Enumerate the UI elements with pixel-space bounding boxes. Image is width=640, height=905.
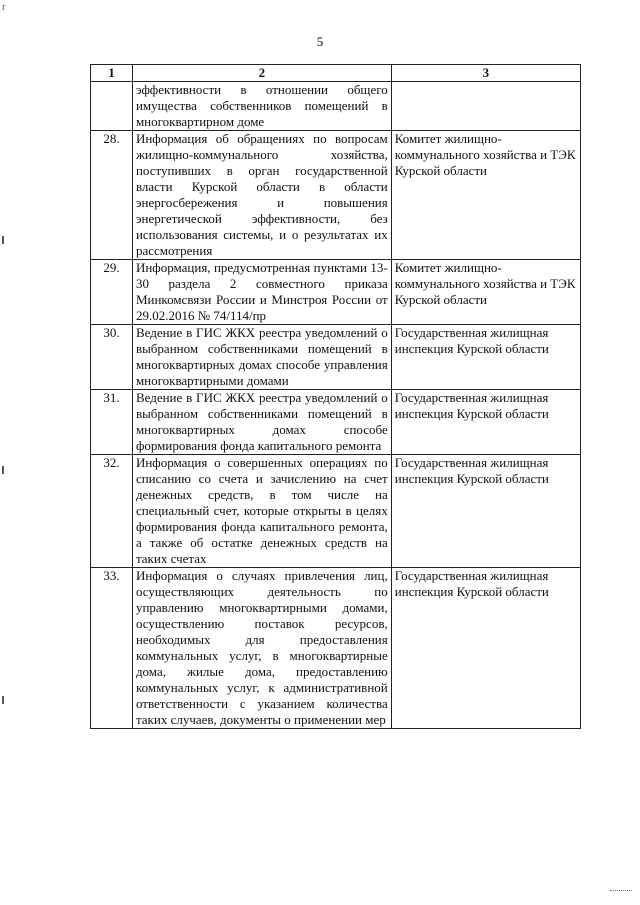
table-row: [91, 568, 581, 729]
table-row: [91, 260, 581, 325]
row-description: Информация о совершенных операциях по списанию со счета и зачислению на счет денежных средств, в том числе на специальный счет, которые открыты в целях формирования фонда капитального ремонта, а также об остатке денежных средств на таких счетах: [132, 455, 391, 568]
row-responsible: Государственная жилищная инспекция Курской области: [391, 455, 580, 568]
document-table: [90, 64, 581, 729]
page-number: 5: [316, 34, 324, 49]
row-number: [91, 82, 133, 131]
row-description: Информация, предусмотренная пунктами 13-30 раздела 2 совместного приказа Минкомсвязи России и Минстроя России от 29.02.2016 № 74/114/пр: [132, 260, 391, 325]
row-description: эффективности в отношении общего имущества собственников помещений в многоквартирном доме: [132, 82, 391, 131]
table-row: [91, 131, 581, 260]
header-col-1: 1: [91, 65, 133, 82]
row-description: Ведение в ГИС ЖКХ реестра уведомлений о выбранном собственниками помещений в многоквартирных домах способе управления многоквартирными домами: [132, 325, 391, 390]
row-description: Ведение в ГИС ЖКХ реестра уведомлений о выбранном собственниками помещений в многоквартирных домах способе формирования фонда капитального ремонта: [132, 390, 391, 455]
row-responsible: [391, 82, 580, 131]
table-row: [91, 325, 581, 390]
row-responsible: Государственная жилищная инспекция Курской области: [391, 390, 580, 455]
row-responsible: Государственная жилищная инспекция Курской области: [391, 325, 580, 390]
scan-corner-mark: r: [2, 2, 6, 13]
header-col-3: 3: [391, 65, 580, 82]
table-row: [91, 390, 581, 455]
row-number: 29.: [91, 260, 133, 325]
header-col-2: 2: [132, 65, 391, 82]
row-description: Информация об обращениях по вопросам жилищно-коммунального хозяйства, поступивших в орган государственной власти Курской области в области энергосбережения и повышения энергетической эффективности, без использования системы, и о результатах их рассмотрения: [132, 131, 391, 260]
row-number: 33.: [91, 568, 133, 729]
row-number: 30.: [91, 325, 133, 390]
scan-margin-mark: [2, 466, 4, 474]
row-responsible: Комитет жилищно-коммунального хозяйства и ТЭК Курской области: [391, 260, 580, 325]
row-number: 32.: [91, 455, 133, 568]
row-number: 31.: [91, 390, 133, 455]
scan-margin-mark: [2, 236, 4, 244]
scan-footer-mark: [610, 890, 632, 893]
row-number: 28.: [91, 131, 133, 260]
table-row: [91, 82, 581, 131]
table-header-row: [91, 65, 581, 82]
table-row: [91, 455, 581, 568]
row-description: Информация о случаях привлечения лиц, осуществляющих деятельность по управлению многоквартирными домами, осуществлению поставок ресурсов, необходимых для предоставления коммунальных услуг, в многоквартирные дома, жилые дома, предоставлению коммунальных услуг, к административной ответственности с указанием количества таких случаев, документы о применении мер: [132, 568, 391, 729]
row-responsible: Государственная жилищная инспекция Курской области: [391, 568, 580, 729]
row-responsible: Комитет жилищно-коммунального хозяйства и ТЭК Курской области: [391, 131, 580, 260]
scan-margin-mark: [2, 696, 4, 704]
